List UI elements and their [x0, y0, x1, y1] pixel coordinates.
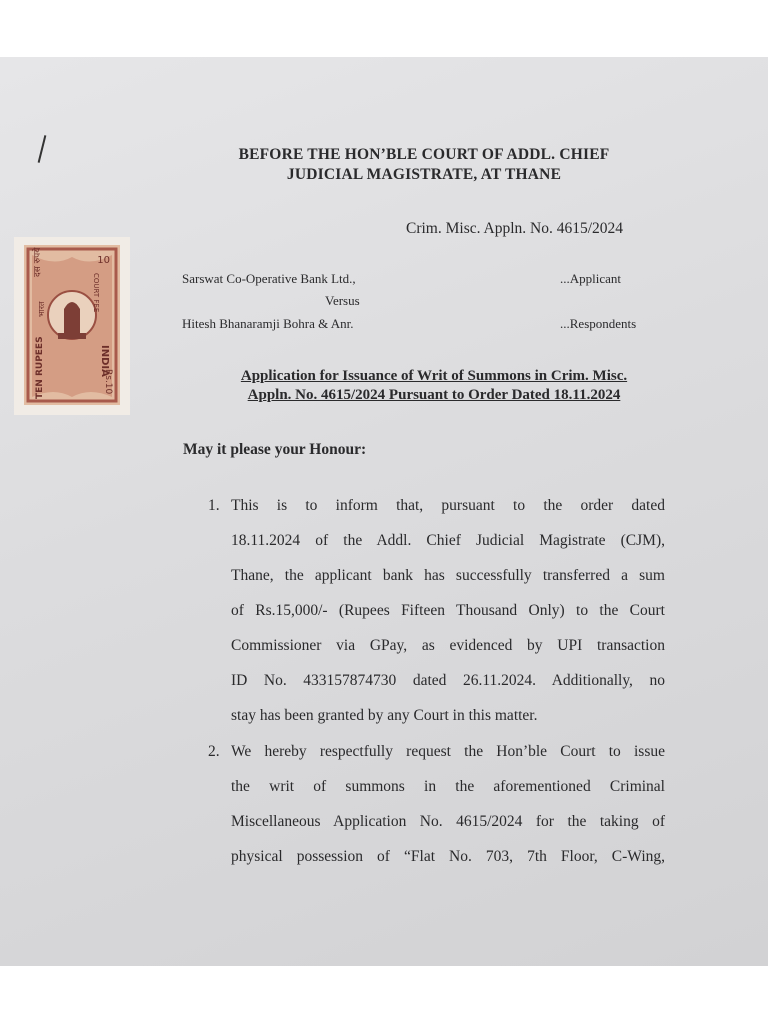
emblem-base — [58, 333, 86, 339]
respondent-role: ...Respondents — [560, 316, 637, 331]
stamp-country-hindi: भारत — [37, 301, 46, 317]
heading-line-1: BEFORE THE HON’BLE COURT OF ADDL. CHIEF — [238, 146, 610, 163]
subject-line-1: Application for Issuance of Writ of Summons in Crim. Misc. — [240, 368, 628, 384]
paragraph-line: ID No. 433157874730 dated 26.11.2024. Additionally, no — [231, 672, 665, 689]
court-heading — [140, 145, 708, 185]
paragraph-line: stay has been granted by any Court in this matter. — [231, 707, 538, 724]
paragraph-line: physical possession of “Flat No. 703, 7th Floor, C-Wing, — [231, 848, 665, 865]
applicant-name: Sarswat Co-Operative Bank Ltd., — [182, 271, 356, 286]
paragraph-line: Thane, the applicant bank has successfully transferred a sum — [231, 567, 665, 584]
stamp-country: INDIA — [99, 345, 110, 377]
paragraph-number: 2. — [208, 743, 220, 760]
document-page — [0, 57, 768, 966]
stamp-denomination: TEN RUPEES — [35, 336, 45, 399]
stamp-court-fee: COURT FEE — [92, 273, 100, 313]
paragraph-line: the writ of summons in the aforementioned Criminal — [231, 778, 665, 795]
stamp-image — [14, 237, 130, 415]
heading-line-2: JUDICIAL MAGISTRATE, AT THANE — [286, 166, 562, 183]
application-subject — [140, 367, 728, 405]
salutation: May it please your Honour: — [183, 441, 367, 458]
paragraph-line: This is to inform that, pursuant to the order dated — [231, 497, 665, 514]
emblem-icon — [64, 302, 80, 333]
respondent-name: Hitesh Bhanaramji Bohra & Anr. — [182, 316, 354, 331]
pen-mark — [38, 135, 47, 163]
court-fee-stamp — [14, 237, 130, 415]
stamp-value-side: Rs.10 — [103, 369, 113, 395]
paragraph-line: Miscellaneous Application No. 4615/2024 for the taking of — [231, 813, 665, 830]
case-number: Crim. Misc. Appln. No. 4615/2024 — [406, 220, 624, 237]
subject-line-2: Appln. No. 4615/2024 Pursuant to Order Dated 18.11.2024 — [247, 387, 621, 403]
stamp-value-top: 10 — [97, 255, 110, 266]
paragraph-line: We hereby respectfully request the Hon’ble Court to issue — [231, 743, 665, 760]
versus-label: Versus — [325, 293, 360, 308]
applicant-role: ...Applicant — [560, 271, 622, 286]
paragraph-number: 1. — [208, 497, 220, 514]
paragraph-line: 18.11.2024 of the Addl. Chief Judicial Magistrate (CJM), — [231, 532, 665, 549]
stamp-script-label: दस रुपये — [33, 247, 43, 277]
paragraph-line: of Rs.15,000/- (Rupees Fifteen Thousand Only) to the Court — [231, 602, 665, 619]
paragraph-line: Commissioner via GPay, as evidenced by UPI transaction — [231, 637, 665, 654]
